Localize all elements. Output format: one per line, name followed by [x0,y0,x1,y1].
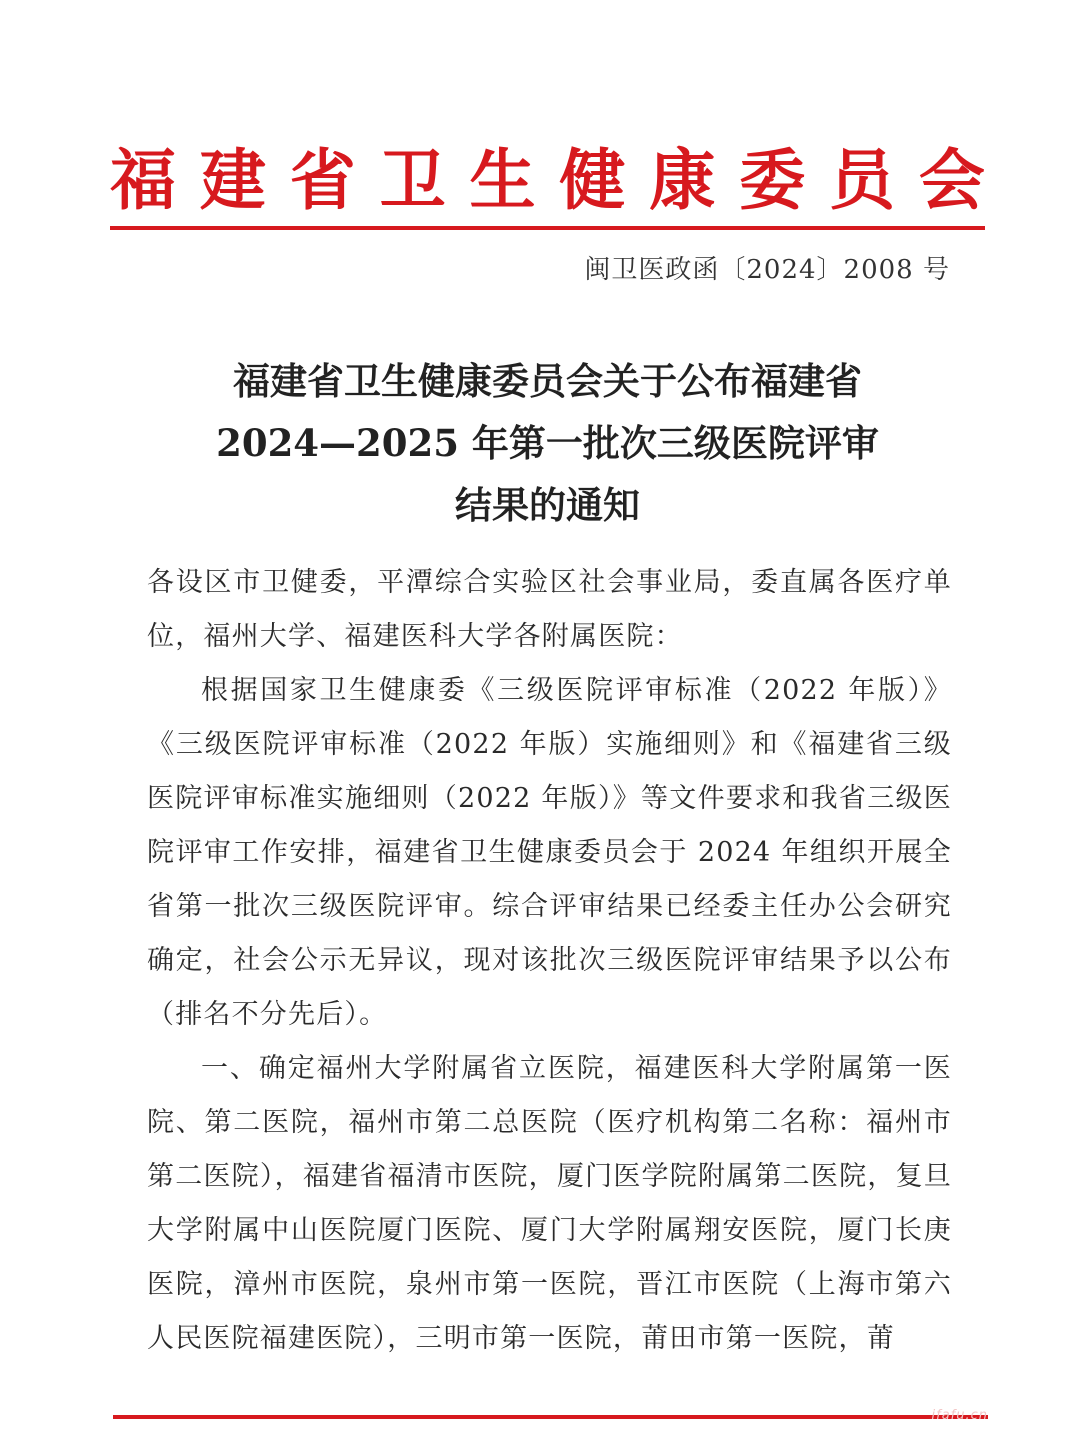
masthead-char: 健 [559,141,626,219]
watermark: ifafu.cn [931,1408,988,1423]
title-line: 2024—2025 年第一批次三级医院评审 [216,421,879,465]
masthead-char: 福 [110,141,176,219]
document-title [110,350,985,536]
masthead-char: 康 [649,141,716,219]
masthead-char: 建 [199,141,266,219]
salutation: 各设区市卫健委，平潭综合实验区社会事业局，委直属各医疗单位，福州大学、福建医科大学各附属医院： [147,567,952,652]
footer-divider [113,1415,988,1419]
masthead-char: 省 [289,141,356,219]
masthead-char: 员 [829,141,895,219]
document-body [147,556,952,1366]
masthead-char: 委 [739,141,806,219]
body-paragraph: 根据国家卫生健康委《三级医院评审标准（2022 年版）》《三级医院评审标准（2022 年版）实施细则》和《福建省三级医院评审标准实施细则（2022 年版）》等文件要求和我省三级医院评审工作安排，福建省卫生健康委员会于 2024 年组织开展全省第一批次三级医院评审。综合评审结果已经委主任办公会研究确定，社会公示无异议，现对该批次三级医院评审结果予以公布（排名不分先后）。 [147,675,952,1030]
masthead-char: 卫 [379,141,446,219]
document-number: 闽卫医政函〔2024〕2008 号 [584,255,950,285]
body-paragraph: 一、确定福州大学附属省立医院，福建医科大学附属第一医院、第二医院，福州市第二总医院（医疗机构第二名称：福州市第二医院），福建省福清市医院，厦门医学院附属第二医院，复旦大学附属中山医院厦门医院、厦门大学附属翔安医院，厦门长庚医院，漳州市医院，泉州市第一医院，晋江市医院（上海市第六人民医院福建医院），三明市第一医院，莆田市第一医院，莆 [147,1053,952,1354]
masthead-char: 会 [918,141,985,219]
title-line: 福建省卫生健康委员会关于公布福建省 [233,359,862,403]
issuer-masthead [110,138,985,222]
masthead-divider [110,226,985,230]
masthead-char: 生 [469,141,536,219]
title-line: 结果的通知 [455,483,640,527]
